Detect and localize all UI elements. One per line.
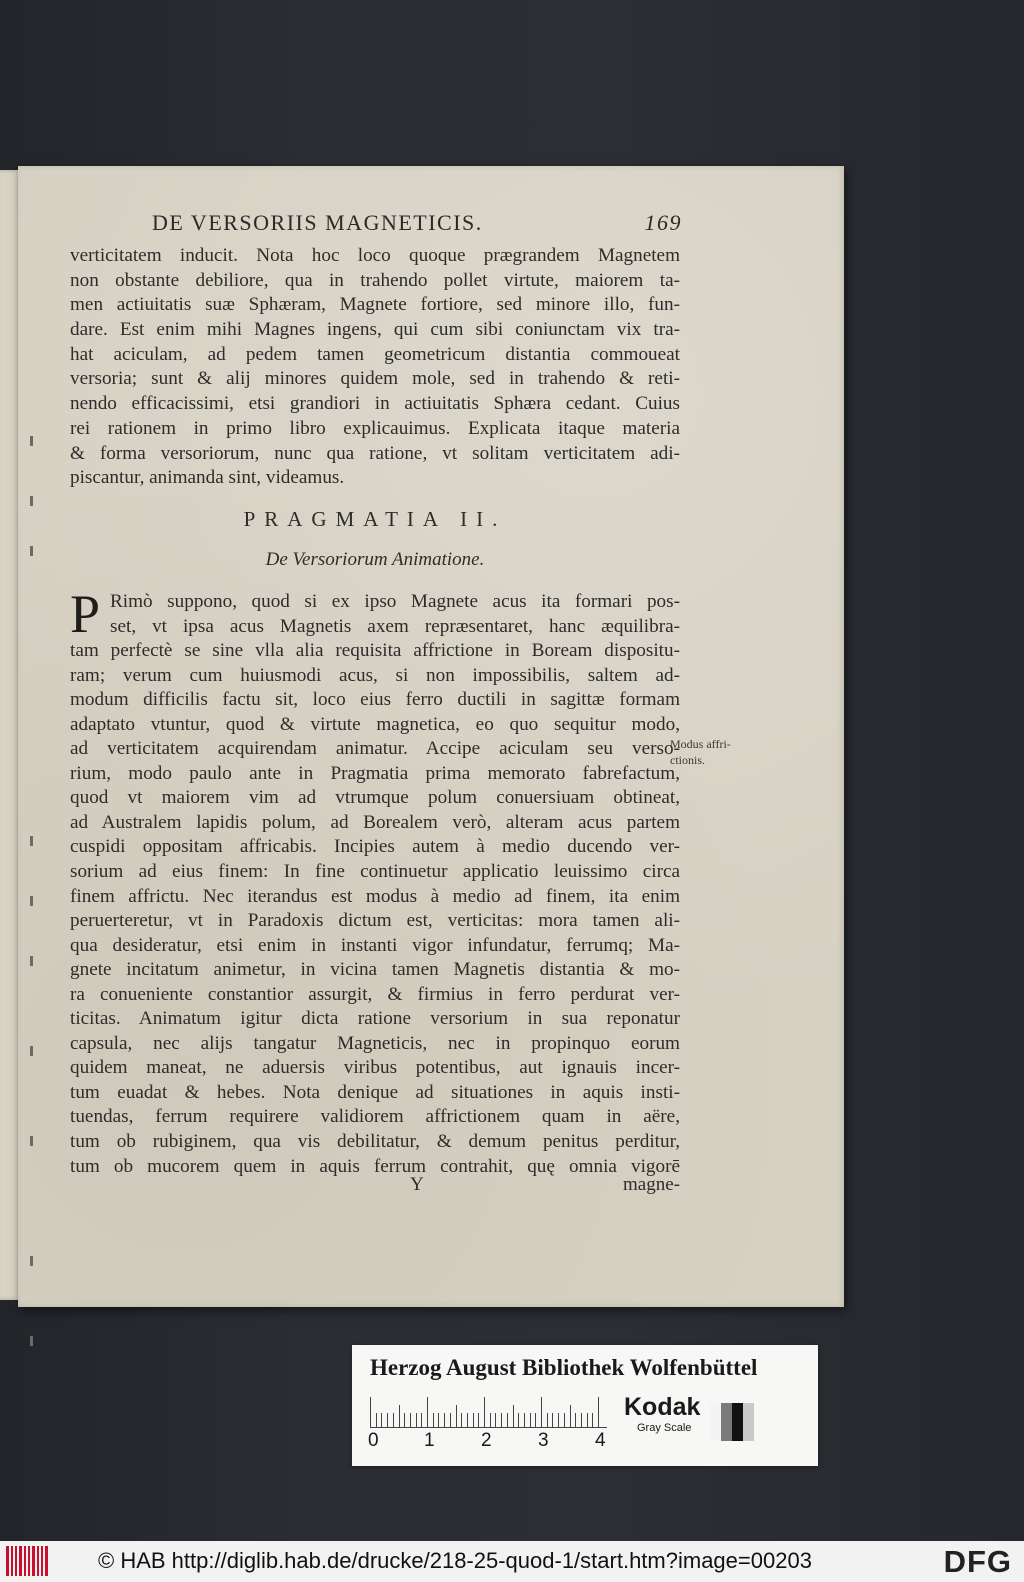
text-line: Rimò suppono, quod si ex ipso Magnete acus ita formari pos- [110, 591, 680, 612]
ruler-tick [507, 1413, 508, 1427]
dfg-logo: DFG [943, 1544, 1012, 1579]
ruler-tick [404, 1413, 405, 1427]
ruler-tick [421, 1413, 422, 1427]
ruler-tick [399, 1405, 400, 1427]
text-line: tuendas, ferrum requirere validiorem affrictionem quam in aëre, [70, 1106, 680, 1128]
text-line: tum ob rubiginem, qua vis debilitatur, & demum penitus perditur, [70, 1131, 680, 1153]
barcode-bar [37, 1546, 39, 1576]
ruler-tick [450, 1413, 451, 1427]
barcode-bar [6, 1546, 9, 1576]
edge-mark [30, 436, 33, 446]
ruler-tick [592, 1413, 593, 1427]
text-line: ticitas. Animatum igitur dicta ratione versorium in sua reponatur [70, 1008, 680, 1030]
barcode-bar [45, 1546, 48, 1576]
barcode-bar [41, 1546, 43, 1576]
page-number: 169 [644, 210, 682, 235]
ruler-tick [535, 1413, 536, 1427]
ruler-tick [410, 1413, 411, 1427]
ruler-tick [456, 1405, 457, 1427]
ruler-tick [484, 1397, 485, 1427]
ruler-tick [387, 1413, 388, 1427]
ruler-tick [473, 1413, 474, 1427]
kodak-logo: Kodak [624, 1393, 701, 1421]
edge-mark [30, 1046, 33, 1056]
scale-numbers [364, 1430, 624, 1454]
margin-note-line: Modus affri- [670, 737, 731, 751]
edge-mark [30, 956, 33, 966]
edge-mark [30, 546, 33, 556]
text-line: quidem maneat, ne aduersis viribus potentibus, aut ignauis incer- [70, 1057, 680, 1079]
text-line: tum euadat & hebes. Nota denique ad situationes in aquis insti- [70, 1081, 680, 1103]
text-line: tam perfectè se sine vlla alia requisita affrictione in Boream dispositu- [70, 640, 680, 662]
text-line: nendo efficacissimi, etsi grandiori in actiuitatis Sphæra cedant. Cuius [70, 393, 680, 415]
page-footer-line [70, 1174, 680, 1198]
scale-number: 3 [538, 1430, 549, 1451]
edge-mark [30, 896, 33, 906]
ruler-tick [524, 1413, 525, 1427]
text-line: capsula, nec alijs tangatur Magneticis, nec in propinquo eorum [70, 1032, 680, 1054]
ruler-tick [478, 1413, 479, 1427]
edge-mark [30, 836, 33, 846]
text-line: hat aciculam, ad pedem tamen geometricum distantia commoueat [70, 343, 680, 365]
text-line: cuspidi oppositam affricabis. Incipies autem à medio ducendo ver- [70, 836, 680, 858]
ruler-tick [575, 1413, 576, 1427]
footer-bar [0, 1541, 1024, 1582]
scale-number: 0 [368, 1430, 379, 1451]
ruler-tick [547, 1413, 548, 1427]
ruler-tick [438, 1413, 439, 1427]
section-subheading: De Versoriorum Animatione. [265, 549, 485, 570]
barcode-bar [24, 1546, 26, 1576]
book-page [18, 166, 844, 1307]
text-line: verticitatem inducit. Nota hoc loco quoque prægrandem Magnetem [70, 245, 680, 266]
ruler-tick [564, 1413, 565, 1427]
ruler-tick [370, 1397, 371, 1427]
ruler-tick [427, 1397, 428, 1427]
barcode-bar [32, 1546, 35, 1576]
ruler-tick [461, 1413, 462, 1427]
edge-mark [30, 1136, 33, 1146]
edge-mark [30, 1336, 33, 1346]
color-scale-card [352, 1345, 818, 1466]
ruler-tick [433, 1413, 434, 1427]
text-line: adaptato vtuntur, quod & virtute magnetica, eo quo sequitur modo, [70, 713, 680, 735]
edge-mark [30, 496, 33, 506]
ruler-tick [587, 1413, 588, 1427]
ruler-tick [467, 1413, 468, 1427]
running-head-title: DE VERSORIIS MAGNETICIS. [152, 210, 483, 235]
barcode-bar [19, 1546, 22, 1576]
ruler-tick [518, 1413, 519, 1427]
top-text-block [70, 244, 680, 491]
ruler-tick [393, 1413, 394, 1427]
scale-number: 1 [424, 1430, 435, 1451]
ruler-tick [541, 1397, 542, 1427]
ruler-tick [581, 1413, 582, 1427]
ruler-tick [558, 1413, 559, 1427]
page-edge-marks [30, 436, 33, 1426]
ruler-tick [495, 1413, 496, 1427]
text-line: ra conueniente constantior assurgit, & firmius in ferro perdurat ver- [70, 983, 680, 1005]
text-line: ad verticitatem acquirendam animatur. Accipe aciculam seu verso- [70, 738, 680, 760]
text-line: ram; verum cum huiusmodi acus, si non impossibilis, saltem ad- [70, 664, 680, 686]
barcode-bar [15, 1546, 17, 1576]
ruler-tick [570, 1405, 571, 1427]
ruler-tick [530, 1413, 531, 1427]
ruler-tick [444, 1413, 445, 1427]
gray-scale-label: Gray Scale [637, 1422, 692, 1434]
ruler-tick [381, 1413, 382, 1427]
gray-patches [710, 1403, 754, 1441]
text-line: rei rationem in primo libro explicauimus. Explicata itaque materia [70, 417, 680, 439]
edge-mark [30, 1256, 33, 1266]
running-head [152, 208, 682, 238]
text-line: rium, modo paulo ante in Pragmatia prima memorato fabrefactum, [70, 762, 680, 784]
scale-ruler [370, 1397, 607, 1428]
text-line: versoria; sunt & alij minores quidem mole, sed in trahendo & reti- [70, 368, 680, 390]
scale-number: 4 [595, 1430, 606, 1451]
text-line: non obstante debiliore, qua in trahendo pollet virtute, maiorem ta- [70, 269, 680, 291]
gray-patch [721, 1403, 732, 1441]
margin-note [670, 736, 770, 768]
text-line: men actiuitatis suæ Sphæram, Magnete fortiore, sed minore illo, fun- [70, 294, 680, 316]
library-name: Herzog August Bibliothek Wolfenbüttel [370, 1355, 758, 1380]
text-line: piscantur, animanda sint, videamus. [70, 467, 345, 489]
scale-number: 2 [481, 1430, 492, 1451]
ruler-tick [513, 1405, 514, 1427]
text-line: & forma versoriorum, nunc qua ratione, vt solitam verticitatem adi- [70, 442, 680, 464]
text-line: gnete incitatum animetur, in vicina tamen Magnetis distantia & mo- [70, 959, 680, 981]
text-line: finem affrictu. Nec iterandus est modus à medio ad finem, ita enim [70, 885, 680, 907]
ruler-tick [501, 1413, 502, 1427]
barcode-bar [28, 1546, 30, 1576]
text-line: set, vt ipsa acus Magnetis axem repræsentaret, hanc æquilibra- [110, 615, 680, 637]
main-paragraph [70, 584, 680, 1179]
margin-note-line: ctionis. [670, 753, 705, 767]
text-line: ad Australem lapidis polum, ad Borealem verò, alteram acus partem [70, 811, 680, 833]
gray-patch [732, 1403, 743, 1441]
barcode-icon [6, 1546, 48, 1576]
gray-patch [710, 1403, 721, 1441]
gray-patch [743, 1403, 754, 1441]
ruler-tick [416, 1413, 417, 1427]
section-heading: PRAGMATIA II. [243, 507, 507, 531]
text-line: dare. Est enim mihi Magnes ingens, qui cum sibi coniunctam vix tra- [70, 319, 680, 341]
signature-mark: Y [410, 1174, 424, 1195]
catchword: magne- [623, 1174, 680, 1195]
ruler-tick [490, 1413, 491, 1427]
copyright-link[interactable]: © HAB http://diglib.hab.de/drucke/218-25-quod-1/start.htm?image=00203 [98, 1548, 812, 1573]
ruler-tick [598, 1397, 599, 1427]
ruler-tick [552, 1413, 553, 1427]
drop-cap: P [70, 584, 101, 644]
text-line: peruerteretur, vt in Paradoxis dictum est, verticitas: mora tamen ali- [70, 910, 680, 932]
barcode-bar [11, 1546, 13, 1576]
text-line: modum difficilis factu sit, loco eius ferro ductili in sagittæ formam [70, 689, 680, 711]
text-line: sorium ad eius finem: In fine continuetur applicatio leuissimo circa [70, 861, 680, 883]
text-line: quod vt maiorem vim ad vtrumque polum conuersiuam obtineat, [70, 787, 680, 809]
text-line: tum ob mucorem quem in aquis ferrum contrahit, quę omnia vigorē [70, 1155, 680, 1177]
ruler-tick [376, 1413, 377, 1427]
text-line: qua desideratur, etsi enim in instanti vigor infundatur, ferrumq; Ma- [70, 934, 680, 956]
